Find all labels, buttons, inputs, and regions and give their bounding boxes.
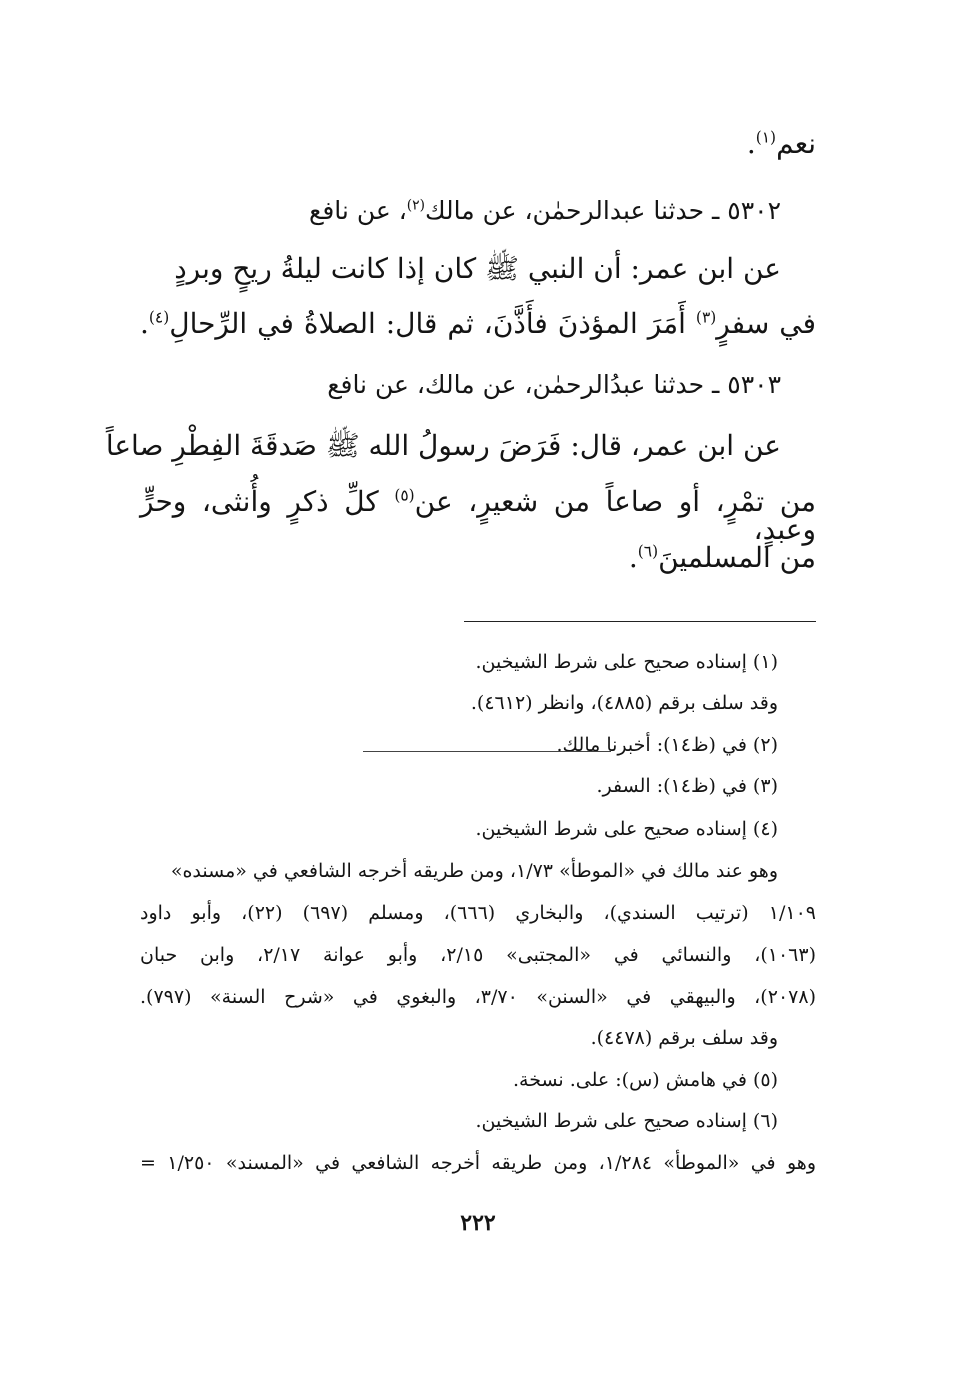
footnote-separator — [464, 621, 816, 622]
footnote-4-line-4: (١٠٦٣)، والنسائي في «المجتبى» ٢/١٥، وأبو عوانة ٢/١٧، وابن حبان — [140, 944, 816, 966]
hadith-5303-line-1: عن ابن عمر، قال: فَرَضَ رسولُ الله ﷺ صَدقَةَ الفِطْرِ صاعاً — [105, 429, 781, 462]
footnote-4-line-5: (٢٠٧٨)، والبيهقي في «السنن» ٣/٧٠، والبغوي في «شرح السنة» (٧٩٧). — [140, 986, 816, 1008]
footnote-1-line-2: وقد سلف برقم (٤٨٨٥)، وانظر (٤٦١٢). — [470, 692, 778, 714]
footnote-ref-6: (٦) — [637, 542, 659, 561]
hadith-5302-heading: ٥٣٠٢ ـ حدثنا عبدالرحمٰن، عن مالك$^{(٢)}$، عن نافع — [309, 196, 781, 225]
footnote-ref-4: (٤) — [148, 308, 170, 327]
footnote-ref-2: (٢) — [406, 197, 425, 214]
hadith-5303-heading: ٥٣٠٣ ـ حدثنا عبدُالرحمٰن، عن مالك، عن نافع — [327, 370, 781, 399]
footnote-ref-1: (١) — [755, 128, 777, 147]
footnote-4-line-2: وهو عند مالك في «الموطأ» ١/٧٣، ومن طريقه أخرجه الشافعي في «مسنده» — [170, 860, 778, 882]
footnote-4-line-6: وقد سلف برقم (٤٤٧٨). — [590, 1027, 778, 1049]
text-line-naam: نعم$^{(١)}$. — [746, 127, 816, 160]
footnote-6-line-1: (٦) إسناده صحيح على شرط الشيخين. — [475, 1110, 778, 1132]
hadith-5303-line-2: من تمْرٍ، أو صاعاً من شعيرٍ، عن$^{(٥)}$ كلِّ ذكرٍ وأُنثى، وحرٍّ وعبدٍ، — [140, 485, 817, 546]
footnote-1-line-1: (١) إسناده صحيح على شرط الشيخين. — [475, 651, 778, 673]
footnote-2: (٢) في (ظ١٤): أخبرنا مالك. — [556, 734, 778, 756]
footnote-ref-5: (٥) — [394, 486, 415, 505]
hadith-5302-line-1: عن ابن عمر: أن النبي ﷺ كان إذا كانت ليلةُ ريحٍ وبردٍ — [174, 252, 781, 285]
hadith-5303-line-3: من المسلمينَ$^{(٦)}$. — [628, 541, 816, 574]
hadith-5302-line-2: في سفرٍ$^{(٣)}$ أَمَرَ المؤذنَ فأَذَّنَ، ثم قال: الصلاةُ في الرِّحالِ$^{(٤)}$. — [140, 307, 816, 340]
footnote-4-line-1: (٤) إسناده صحيح على شرط الشيخين. — [475, 818, 778, 840]
footnote-6-line-2: وهو في «الموطأ» ١/٢٨٤، ومن طريقه أخرجه الشافعي في «المسند» ١/٢٥٠ = — [140, 1152, 816, 1174]
footnote-4-line-3: ١/١٠٩ (ترتيب السندي)، والبخاري (٦٦٦)، ومسلم (٦٩٧) (٢٢)، وأبو داود — [140, 902, 816, 924]
page-number: ٢٢٢ — [460, 1210, 496, 1236]
stray-underline — [363, 751, 611, 752]
footnote-5: (٥) في هامش (س): على. نسخة. — [512, 1069, 778, 1091]
footnote-3: (٣) في (ظ١٤): السفر. — [596, 775, 778, 797]
footnote-ref-3: (٣) — [695, 308, 717, 327]
